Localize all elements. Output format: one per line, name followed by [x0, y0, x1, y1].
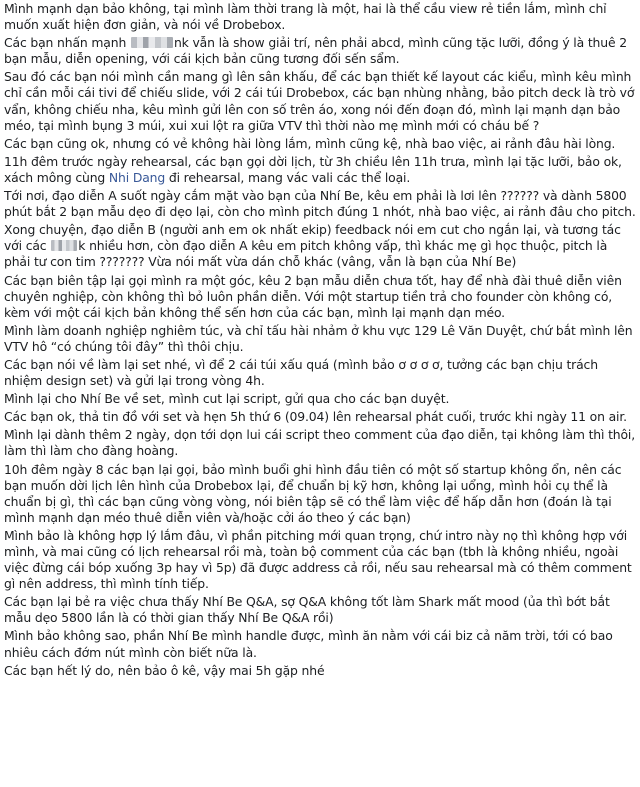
post-paragraph — [4, 154, 636, 186]
paragraph-text: Mình làm doanh nghiệp nghiêm túc, và chỉ tấu hài nhảm ở khu vực 129 Lê Văn Duyệt, chứ bắt mình lên VTV hô “có chúng tôi đây” thì thôi chịu. — [4, 322, 633, 354]
paragraph-text: 10h đêm ngày 8 các bạn lại gọi, bảo mình buổi ghi hình đầu tiên có một số startup không ổn, nên các bạn muốn dời lịch lên hình của Drobebox lại, để chuẩn bị kỹ hơn, không lại uổng, mình hỏi cụ thể là chuẩn bị gì, thì các bạn cũng vòng vòng, nói biên tập sẽ có thể làm việc để hấp dẫn hơn (đoán là tại mình mạnh dạn méo thuê diễn viên và/hoặc cởi áo theo ý các bạn) — [4, 461, 622, 525]
post-paragraph — [4, 391, 636, 407]
censored-text-blur — [51, 240, 77, 251]
post-paragraph — [4, 409, 636, 425]
post-paragraph — [4, 222, 636, 270]
paragraph-text: nk vẫn là show giải trí, nên phải abcd, mình cũng tặc lưỡi, đồng ý là thuê 2 bạn mẫu, diễn opening, với cái kịch bản cũng tương đối sến sẩm. — [4, 35, 627, 67]
paragraph-text: Tới nơi, đạo diễn A suốt ngày cắm mặt vào bạn của Nhí Be, kêu em phải là lơi lên ?????? và dành 5800 phút bắt 2 bạn mẫu dẹo đi dẹo lại, còn cho mình pitch đúng 1 nhót, nhà bao việc, ai rảnh đâu cho pitch. — [4, 188, 636, 220]
paragraph-text: Các bạn nhấn mạnh — [4, 35, 130, 51]
post-paragraph — [4, 35, 636, 67]
paragraph-text: Mình lại dành thêm 2 ngày, dọn tới dọn lui cái script theo comment của đạo diễn, tại không làm thì thôi, làm thì làm cho đàng hoàng. — [4, 427, 636, 459]
post-paragraph — [4, 663, 636, 679]
post-paragraph — [4, 273, 636, 321]
post-paragraph — [4, 628, 636, 660]
paragraph-text: Mình mạnh dạn bảo không, tại mình làm thời trang là một, hai là thể cầu view rẻ tiền lắm, mình chỉ muốn xuất hiện đơn giản, và nói về Drobebox. — [4, 1, 607, 33]
post-paragraph — [4, 594, 636, 626]
post-paragraph — [4, 1, 636, 33]
paragraph-text: Các bạn biên tập lại gọi mình ra một góc, kêu 2 bạn mẫu diễn chưa tốt, hay để nhà đài thuê diễn viên chuyên nghiệp, còn không thì bỏ luôn phần diễn. Với một startup tiền trả cho founder còn không có, kèm với một cái kịch bản không thể sến hơn của các bạn, mình lại mạnh dạn méo. — [4, 272, 622, 320]
paragraph-text: k nhiều hơn, còn đạo diễn A kêu em pitch không vấp, thì khác mẹ gì học thuộc, pitch là phải tư con tim ??????? Vừa nói mất vừa dán chỗ khác (vâng, vẫn là bạn của Nhí Be) — [4, 238, 608, 270]
post-paragraph — [4, 136, 636, 152]
paragraph-text: Mình bảo không sao, phần Nhí Be mình handle được, mình ăn nằm với cái biz cả năm trời, tới có bao nhiêu cách đớm nút mình còn biết nữa là. — [4, 628, 613, 660]
post-paragraph — [4, 528, 636, 592]
censored-text-blur — [131, 37, 173, 48]
paragraph-text: đi rehearsal, mang vác vali các thể loại. — [165, 169, 411, 185]
paragraph-text: Mình lại cho Nhí Be về set, mình cut lại script, gửi qua cho các bạn duyệt. — [4, 391, 450, 407]
paragraph-text: Các bạn hết lý do, nên bảo ô kê, vậy mai 5h gặp nhé — [4, 662, 325, 678]
post-paragraph — [4, 69, 636, 133]
post-paragraph — [4, 323, 636, 355]
post-paragraph — [4, 462, 636, 526]
paragraph-text: Các bạn cũng ok, nhưng có vẻ không hài lòng lắm, mình cũng kệ, nhà bao việc, ai rảnh đâu hài lòng. — [4, 135, 616, 151]
paragraph-text: 11h đêm trước ngày rehearsal, các bạn gọi dời lịch, từ 3h chiều lên 11h trưa, mình lại tặc lưỡi, bảo ok, xách mông cùng — [4, 153, 622, 185]
post-paragraph — [4, 188, 636, 220]
post-paragraph — [4, 427, 636, 459]
paragraph-text: Mình bảo là không hợp lý lắm đâu, vì phần pitching mới quan trọng, chứ intro này nọ thì không hợp với mình, và mai cũng có lịch rehearsal rồi mà, toàn bộ comment của các bạn (tbh là không nhiều, ngoài việc đừng cái bóp xuống 3p hay vì 5p) đã được address cả rồi, nếu sau rehearsal mà có thêm comment gì nên address, thì mình tính tiếp. — [4, 527, 632, 592]
post-paragraph — [4, 357, 636, 389]
paragraph-text: Sau đó các bạn nói mình cần mang gì lên sân khấu, để các bạn thiết kế layout các kiểu, mình kêu mình chỉ cần mỗi cái tivi để chiếu slide, với 2 cái túi Drobebox, các bạn nhùng nhằng, bảo pitch deck là trò vớ vẩn, không chiếu nha, kêu mình gửi lên con số trên áo, xong nói đến đoạn đó, mình lại mạnh dạn bảo méo, tại mình bụng 3 múi, xui xui lột ra giữa VTV thì thời nào mẹ mình mới có cháu bế ? — [4, 69, 635, 133]
paragraph-text: Các bạn lại bẻ ra việc chưa thấy Nhí Be Q&A, sợ Q&A không tốt làm Shark mất mood (ủa thì bớt bắt mẫu dẹo 5800 lần là có thời gian thấy Nhí Be Q&A rồi) — [4, 594, 610, 626]
paragraph-text: Các bạn ok, thả tin đồ với set và hẹn 5h thứ 6 (09.04) lên rehearsal phát cuối, trước khi ngày 11 on air. — [4, 409, 627, 425]
paragraph-text: Xong chuyện, đạo diễn B (người anh em ok nhất ekip) feedback nói em cut cho ngắn lại, và tương tác với các — [4, 222, 621, 254]
paragraph-text: Các bạn nói về làm lại set nhé, vì để 2 cái túi xấu quá (mình bảo ơ ơ ơ ơ, tưởng các bạn chịu trách nhiệm design set) và gửi lại trong vòng 4h. — [4, 356, 598, 389]
tagged-user-link[interactable]: Nhi Dang — [108, 169, 166, 185]
